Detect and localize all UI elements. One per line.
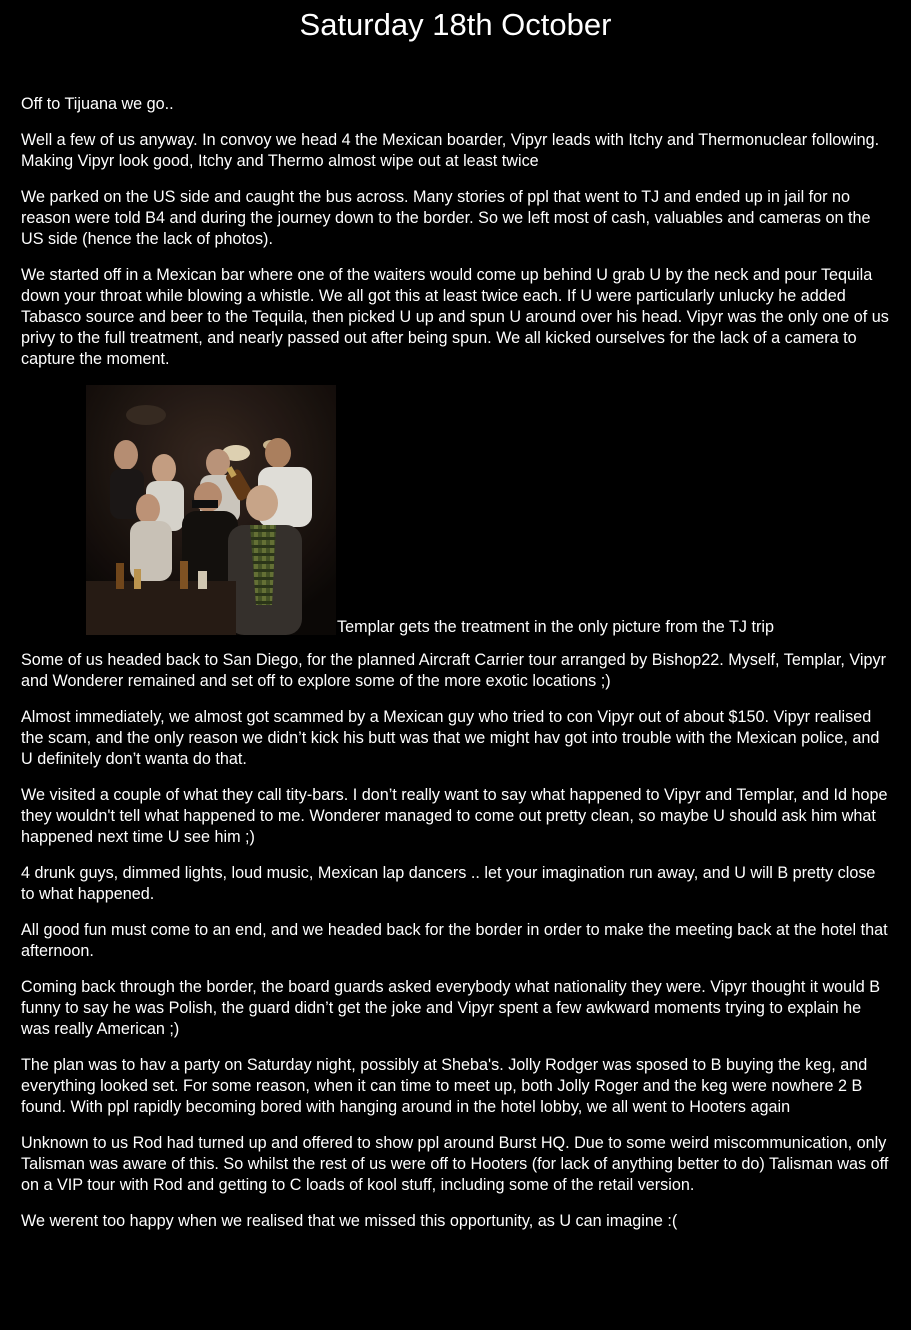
paragraph: Coming back through the border, the board guards asked everybody what nationality they were. Vipyr thought it would B funny to say he was Polish, the guard didn’t get the joke and Vipyr spent a few awkward moments trying to explain he was really American ;)	[21, 978, 881, 1038]
paragraph: Off to Tijuana we go..	[21, 95, 174, 113]
paragraph: 4 drunk guys, dimmed lights, loud music, Mexican lap dancers .. let your imagination run away, and U will B pretty close to what happened.	[21, 864, 876, 903]
paragraph: Some of us headed back to San Diego, for the planned Aircraft Carrier tour arranged by Bishop22. Myself, Templar, Vipyr and Wonderer remained and set off to explore some of the more exotic locations ;)	[21, 651, 887, 690]
paragraph: The plan was to hav a party on Saturday night, possibly at Sheba's. Jolly Rodger was sposed to B buying the keg, and everything looked set. For some reason, when it can time to meet up, both Jolly Roger and the keg were nowhere 2 B found. With ppl rapidly becoming bored with hanging around in the hotel lobby, we all went to Hooters again	[21, 1056, 868, 1116]
paragraph: Almost immediately, we almost got scammed by a Mexican guy who tried to con Vipyr out of about $150. Vipyr realised the scam, and the only reason we didn’t kick his butt was that we might hav got into trouble with the Mexican police, and U definitely don’t wanta do that.	[21, 708, 880, 768]
paragraph: We visited a couple of what they call tity-bars. I don’t really want to say what happened to Vipyr and Templar, and Id hope they wouldn't tell what happened to me. Wonderer managed to come out pretty clean, so maybe U should ask him what happened next time U see him ;)	[21, 786, 888, 846]
tj-bar-photo	[86, 385, 336, 635]
paragraph: Unknown to us Rod had turned up and offered to show ppl around Burst HQ. Due to some weird miscommunication, only Talisman was aware of this. So whilst the rest of us were off to Hooters (for lack of anything better to do) Talisman was off on a VIP tour with Rod and getting to C loads of kool stuff, including some of the retail version.	[21, 1134, 889, 1194]
paragraph: Well a few of us anyway. In convoy we head 4 the Mexican boarder, Vipyr leads with Itchy and Thermonuclear following. Making Vipyr look good, Itchy and Thermo almost wipe out at least twice	[21, 131, 880, 170]
paragraph: We parked on the US side and caught the bus across. Many stories of ppl that went to TJ and ended up in jail for no reason were told B4 and during the journey down to the border. So we left most of cash, valuables and cameras on the US side (hence the lack of photos).	[21, 188, 871, 248]
paragraph: All good fun must come to an end, and we headed back for the border in order to make the meeting back at the hotel that afternoon.	[21, 921, 888, 960]
page-title: Saturday 18th October	[299, 7, 612, 42]
paragraph: We started off in a Mexican bar where one of the waiters would come up behind U grab U by the neck and pour Tequila down your throat while blowing a whistle. We all got this at least twice each. If U were particularly unlucky he added Tabasco source and beer to the Tequila, then picked U up and spun U around over his head. Vipyr was the only one of us privy to the full treatment, and nearly passed out after being spun. We all kicked ourselves for the lack of a camera to capture the moment.	[21, 266, 889, 368]
paragraph: We werent too happy when we realised that we missed this opportunity, as U can imagine :(	[21, 1212, 678, 1230]
article-body	[21, 94, 891, 1247]
photo-illustration	[86, 385, 336, 635]
photo-figure	[21, 385, 891, 635]
photo-caption: Templar gets the treatment in the only picture from the TJ trip	[337, 618, 774, 636]
